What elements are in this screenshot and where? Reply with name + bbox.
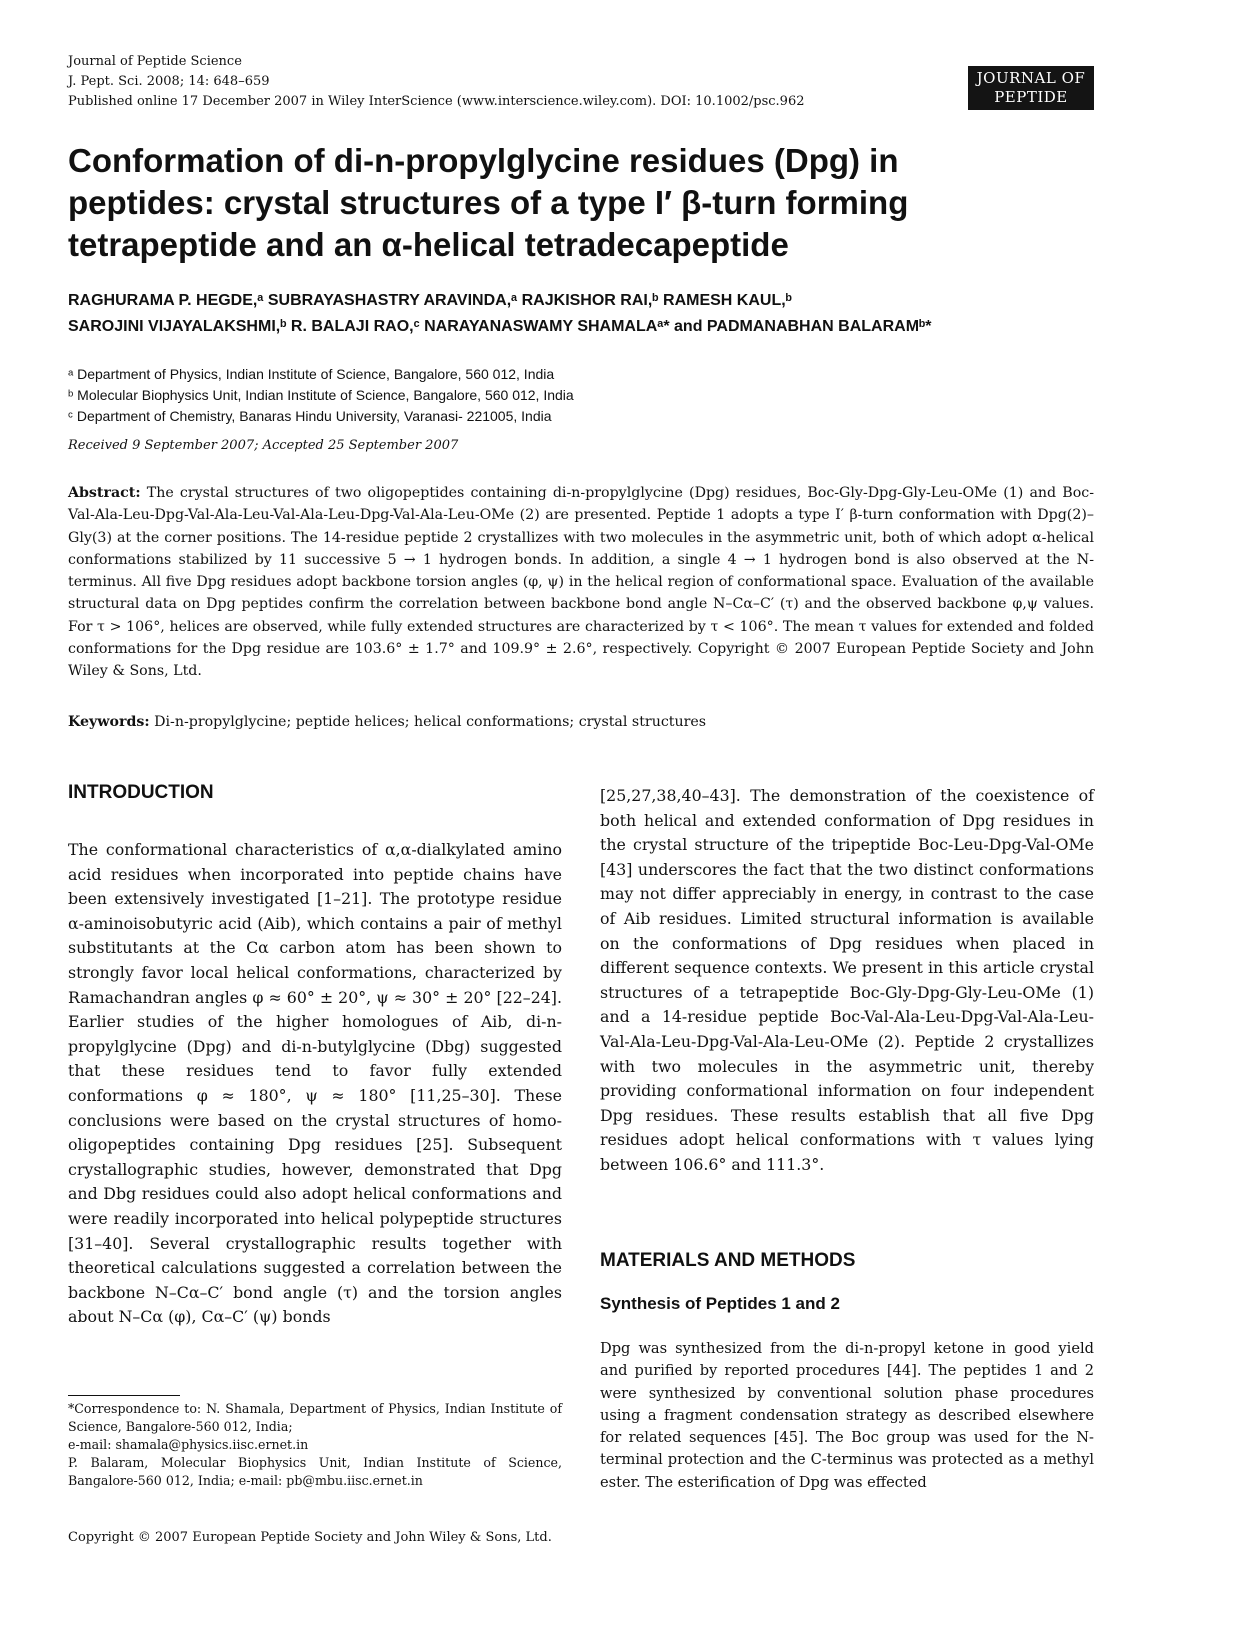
logo-line-1: JOURNAL OF — [976, 69, 1086, 87]
abstract — [68, 482, 1094, 683]
affiliation-a: ᵃ Department of Physics, Indian Institute of Science, Bangalore, 560 012, India — [68, 366, 555, 382]
keywords-text: Di-n-propylglycine; peptide helices; helical conformations; crystal structures — [154, 714, 707, 730]
introduction-text-left: The conformational characteristics of α,α-dialkylated amino acid residues when incorporated into peptide chains have been extensively investigated [1–21]. The prototype residue α-aminoisobutyric acid (Aib), which contains a pair of methyl substitutants at the Cα carbon atom has been shown to strongly favor local helical conformations, characterized by Ramachandran angles φ ≈ 60° ± 20°, ψ ≈ 30° ± 20° [22–24]. Earlier studies of the higher homologues of Aib, di-n-propylglycine (Dpg) and di-n-butylglycine (Dbg) suggested that these residues tend to favor fully extended conformations φ ≈ 180°, ψ ≈ 180° [11,25–30]. These conclusions were based on the crystal structures of homo-oligopeptides containing Dpg residues [25]. Subsequent crystallographic studies, however, demonstrated that Dpg and Dbg residues could also adopt helical conformations and were readily incorporated into helical polypeptide structures [31–40]. Several crystallographic results together with theoretical calculations suggested a correlation between the backbone N–Cα–C′ bond angle (τ) and the torsion angles about N–Cα (φ), Cα–C′ (ψ) bonds — [68, 840, 562, 1327]
correspondence-footnote — [68, 1400, 562, 1490]
title-line-2: peptides: crystal structures of a type I′ β-turn forming — [68, 184, 909, 221]
introduction-text-right: [25,27,38,40–43]. The demonstration of the coexistence of both helical and extended conformation of Dpg residues in the crystal structure of the tripeptide Boc-Leu-Dpg-Val-OMe [43] underscores the fact that the two distinct conformations may not differ appreciably in energy, in contrast to the case of Aib residues. Limited structural information is available on the conformations of Dpg residues when placed in different sequence contexts. We present in this article crystal structures of a tetrapeptide Boc-Gly-Dpg-Gly-Leu-OMe (1) and a 14-residue peptide Boc-Val-Ala-Leu-Dpg-Val-Ala-Leu-Val-Ala-Leu-Dpg-Val-Ala-Leu-OMe (2). Peptide 2 crystallizes with two molecules in the asymmetric unit, thereby providing conformational information on four independent Dpg residues. These results establish that all five Dpg residues adopt helical conformations with τ values lying between 106.6° and 111.3°. — [600, 786, 1094, 1174]
synthesis-text: Dpg was synthesized from the di-n-propyl ketone in good yield and purified by reported procedures [44]. The peptides 1 and 2 were synthesized by conventional solution phase procedures using a fragment condensation strategy as described elsewhere for related sequences [45]. The Boc group was used for the N-terminal protection and the C-terminus was protected as a methyl ester. The esterification of Dpg was effected — [600, 1340, 1094, 1491]
journal-name: Journal of Peptide Science — [68, 54, 242, 69]
footnote-line-1: *Correspondence to: N. Shamala, Department of Physics, Indian Institute of Science, Bangalore-560 012, India; — [68, 1401, 562, 1434]
affiliations — [68, 364, 574, 427]
methods-heading: MATERIALS AND METHODS — [600, 1250, 856, 1271]
keywords — [68, 714, 1094, 730]
logo-line-2: PEPTIDE SCIENCE — [992, 88, 1070, 125]
author-list — [68, 288, 1168, 340]
authors-line-1: RAGHURAMA P. HEGDE,ᵃ SUBRAYASHASTRY ARAVINDA,ᵃ RAJKISHOR RAI,ᵇ RAMESH KAUL,ᵇ — [68, 292, 792, 309]
citation: J. Pept. Sci. 2008; 14: 648–659 — [68, 74, 270, 89]
footnote-divider — [68, 1395, 180, 1396]
publication-info: Published online 17 December 2007 in Wiley InterScience (www.interscience.wiley.com). DOI: 10.1002/psc.962 — [68, 94, 805, 109]
affiliation-c: ᶜ Department of Chemistry, Banaras Hindu University, Varanasi- 221005, India — [68, 408, 552, 424]
footnote-line-3: P. Balaram, Molecular Biophysics Unit, Indian Institute of Science, Bangalore-560 012, India; e-mail: pb@mbu.iisc.ernet.in — [68, 1455, 562, 1488]
paper-title — [68, 140, 1168, 266]
title-line-1: Conformation of di-n-propylglycine residues (Dpg) in — [68, 142, 899, 179]
footnote-email-1: e-mail: shamala@physics.iisc.ernet.in — [68, 1437, 309, 1452]
title-line-3: tetrapeptide and an α-helical tetradecapeptide — [68, 226, 789, 263]
journal-logo — [968, 66, 1094, 125]
affiliation-b: ᵇ Molecular Biophysics Unit, Indian Institute of Science, Bangalore, 560 012, India — [68, 387, 574, 403]
introduction-heading: INTRODUCTION — [68, 782, 214, 803]
keywords-label: Keywords: — [68, 714, 150, 730]
page-copyright: Copyright © 2007 European Peptide Society and John Wiley & Sons, Ltd. — [68, 1530, 552, 1545]
synthesis-heading: Synthesis of Peptides 1 and 2 — [600, 1294, 840, 1313]
abstract-label: Abstract: — [68, 485, 141, 501]
authors-line-2: SAROJINI VIJAYALAKSHMI,ᵇ R. BALAJI RAO,ᶜ NARAYANASWAMY SHAMALAᵃ* and PADMANABHAN BALARAMᵇ* — [68, 318, 932, 335]
abstract-text: The crystal structures of two oligopeptides containing di-n-propylglycine (Dpg) residues, Boc-Gly-Dpg-Gly-Leu-OMe (1) and Boc-Val-Ala-Leu-Dpg-Val-Ala-Leu-Val-Ala-Leu-Dpg-Val-Ala-Leu-OMe (2) are presented. Peptide 1 adopts a type I′ β-turn conformation with Dpg(2)–Gly(3) at the corner positions. The 14-residue peptide 2 crystallizes with two molecules in the asymmetric unit, both of which adopt α-helical conformations stabilized by 11 successive 5 → 1 hydrogen bonds. In addition, a single 4 → 1 hydrogen bond is also observed at the N-terminus. All five Dpg residues adopt backbone torsion angles (φ, ψ) in the helical region of conformational space. Evaluation of the available structural data on Dpg peptides confirm the correlation between backbone bond angle N–Cα–C′ (τ) and the observed backbone φ,ψ values. For τ > 106°, helices are observed, while fully extended structures are characterized by τ < 106°. The mean τ values for extended and folded conformations for the Dpg residue are 103.6° ± 1.7° and 109.9° ± 2.6°, respectively. Copyright © 2007 European Peptide Society and John Wiley & Sons, Ltd. — [68, 485, 1094, 680]
received-dates: Received 9 September 2007; Accepted 25 September 2007 — [68, 438, 459, 453]
